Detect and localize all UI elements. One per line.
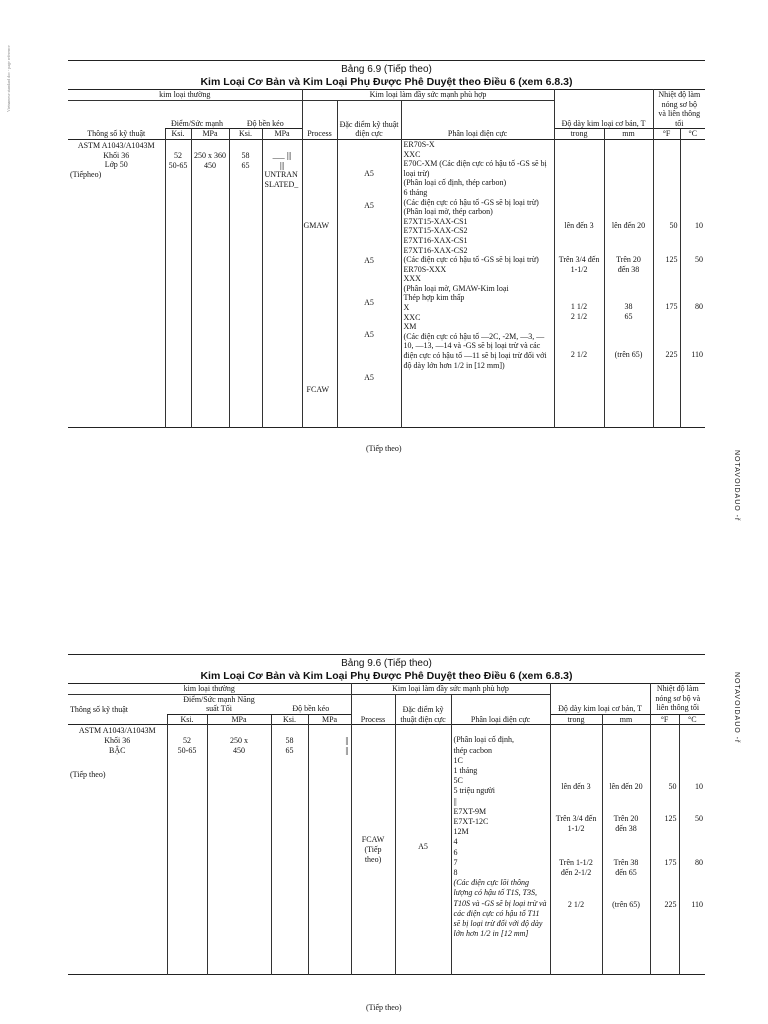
mpa-tensile-cell: || || [308, 725, 351, 975]
hdr-f: °F [653, 129, 680, 140]
electrode-note: (Các điện cực lõi thông lượng có hậu tố T1S, T3S, T10S và -GS sẽ bị loại trừ và các điện cực có hậu tố T11 sẽ bị loại trừ đối với độ dày lớn hơn 1/2 in [12 mm] [453, 878, 547, 939]
hdr-ksi: Ksi. [271, 714, 308, 725]
side-label-top: NOTAVOIDAUO -ř [733, 450, 740, 522]
continued-note: (Tiếp theo) [366, 444, 402, 453]
hdr-preheat: Nhiệt độ làm nóng sơ bộ và liên thông tối [653, 90, 705, 129]
ksi-yield-cell: 52 50-65 [167, 725, 207, 975]
hdr-spec: Thông số kỹ thuật [70, 704, 128, 714]
hdr-yield: Điểm/Sức mạnh Năng suất Tối [183, 694, 255, 714]
thickness-mm-cell: lên đến 20 Trên 20 đến 38 38 65 (trên 65) [604, 139, 653, 427]
electrode-spec-cell: A5 [395, 725, 451, 975]
hdr-c: °C [680, 129, 705, 140]
continued-note: (Tiếp theo) [366, 1003, 402, 1012]
ksi-tensile-cell: 58 65 [271, 725, 308, 975]
side-label-bottom: NOTAVOIDAUO -ř [733, 672, 740, 744]
process-cell: FCAW (Tiếp theo) [351, 725, 395, 975]
hdr-mpa: MPa [207, 714, 271, 725]
hdr-base-metal: kim loại thường [68, 684, 351, 695]
mpa-yield-cell: 250 x 360 450 [191, 139, 229, 427]
hdr-preheat: Nhiệt độ làm nóng sơ bộ và liên thông tối [650, 684, 705, 715]
hdr-thickness: Độ dày kim loại cơ bản, T [554, 100, 653, 129]
table-6-9 [68, 60, 705, 428]
electrode-spec-cell: A5 A5 A5 A5 A5 A5 [337, 139, 401, 427]
preheat-c-cell: 10 50 80 110 [680, 139, 705, 427]
hdr-ksi: Ksi. [165, 129, 191, 140]
mpa-tensile-cell: ___ ||| ||| UNTRAN SLATED_ [262, 139, 302, 427]
hdr-tensile: Độ bền kéo [246, 118, 284, 128]
hdr-mpa: MPa [308, 714, 351, 725]
ksi-yield-cell: 52 50-65 [165, 139, 191, 427]
hdr-trong: trong [550, 714, 602, 725]
table-9-6 [68, 654, 705, 975]
table-top-rule [68, 60, 705, 61]
hdr-electrode-class: Phân loại điện cực [451, 694, 550, 725]
hdr-spec: Thông số kỹ thuật [87, 129, 146, 139]
electrode-class-cell: (Phân loại cố định, thép cacbon 1C 1 tháng 5C 5 triệu người || E7XT-9M E7XT-12C 12M 4 6 7 8 (Các điện cực lõi thông lượng có hậu tố T1S, T3S, T10S và -GS sẽ bị loại trừ và các điện cực có hậu tố T11 sẽ bị loại trừ đối với độ dày lớn hơn 1/2 in [12 mm] [451, 725, 550, 975]
hdr-electrode-spec: Đặc điểm kỹ thuật điện cực [395, 694, 451, 725]
hdr-mm: mm [604, 129, 653, 140]
ksi-tensile-cell: 58 65 [229, 139, 262, 427]
hdr-thickness: Độ dày kim loại cơ bản, T [550, 694, 650, 714]
hdr-mpa: MPa [191, 129, 229, 140]
spec-cell: ASTM A1043/A1043M Khối 36 Lớp 50 (Tiếpheo) [70, 140, 155, 179]
hdr-process: Process [302, 100, 337, 139]
hdr-trong: trong [554, 129, 604, 140]
preheat-f-cell: 50 125 175 225 [650, 725, 679, 975]
hdr-f: °F [650, 714, 679, 725]
hdr-filler-metal: Kim loại làm đầy sức mạnh phù hợp [351, 684, 550, 695]
mpa-yield-cell: 250 x 450 [207, 725, 271, 975]
hdr-process: Process [351, 694, 395, 725]
electrode-class-cell: ER70S-X XXC E70C-XM (Các điện cực có hậu tố -GS sẽ bị loại trừ) (Phân loại cố định, thép carbon) 6 tháng (Các điện cực có hậu tố -GS sẽ bị loại trừ) (Phân loại mờ, thép carbon) E7XT15-XAX-CS1 E7XT15-XAX-CS2 E7XT16-XAX-CS1 E7XT16-XAX-CS2 (Các điện cực có hậu tố -GS sẽ bị loại trừ) ER70S-XXX XXX (Phân loại mờ, GMAW-Kim loại Thép hợp kim thấp X XXC XM (Các điện cực có hậu tố —2C, -2M, —3, —10, —13, —14 và -GS sẽ bị loại trừ và các điện cực có hậu tố —11 sẽ bị loại trừ đối với độ dày lớn hơn 1/2 in [12 mm]) [401, 139, 554, 427]
process-cell: GMAW FCAW [302, 139, 337, 427]
table-top-rule [68, 654, 705, 655]
thickness-in-cell: lên đến 3 Trên 3/4 đến 1-1/2 Trên 1-1/2 đến 2-1/2 2 1/2 [550, 725, 602, 975]
preheat-c-cell: 10 50 80 110 [679, 725, 705, 975]
thickness-mm-cell: lên đến 20 Trên 20 đến 38 Trên 38 đến 65 (trên 65) [602, 725, 650, 975]
spec-cell: ASTM A1043/A1043M Khối 36 BẬC (Tiếp theo) [70, 726, 156, 780]
preheat-f-cell: 50 125 175 225 [653, 139, 680, 427]
hdr-ksi: Ksi. [167, 714, 207, 725]
margin-note: Vietnamese standard doc - page reference [6, 45, 11, 112]
table-title: Kim Loại Cơ Bản và Kim Loại Phụ Được Phê Duyệt theo Điều 6 (xem 6.8.3) [200, 670, 573, 682]
hdr-electrode-class: Phân loại điện cực [401, 100, 554, 139]
hdr-yield: Điểm/Sức mạnh [170, 118, 224, 128]
thickness-in-cell: lên đến 3 Trên 3/4 đến 1-1/2 1 1/2 2 1/2 2 1/2 [554, 139, 604, 427]
hdr-tensile: Độ bền kéo [292, 704, 330, 714]
hdr-filler-metal: Kim loại làm đầy sức mạnh phù hợp [302, 90, 554, 101]
data-table [68, 89, 705, 428]
table-title: Kim Loại Cơ Bản và Kim Loại Phụ Được Phê Duyệt theo Điều 6 (xem 6.8.3) [200, 76, 573, 88]
hdr-mm: mm [602, 714, 650, 725]
hdr-c: °C [679, 714, 705, 725]
table-number: Bảng 9.6 (Tiếp theo) [341, 658, 432, 669]
hdr-base-metal: kim loại thường [68, 90, 302, 101]
hdr-mpa: MPa [262, 129, 302, 140]
data-table [68, 683, 705, 975]
table-number: Bảng 6.9 (Tiếp theo) [341, 64, 432, 75]
hdr-ksi: Ksi. [229, 129, 262, 140]
hdr-electrode-spec: Đặc điểm kỹ thuật điện cực [337, 100, 401, 139]
